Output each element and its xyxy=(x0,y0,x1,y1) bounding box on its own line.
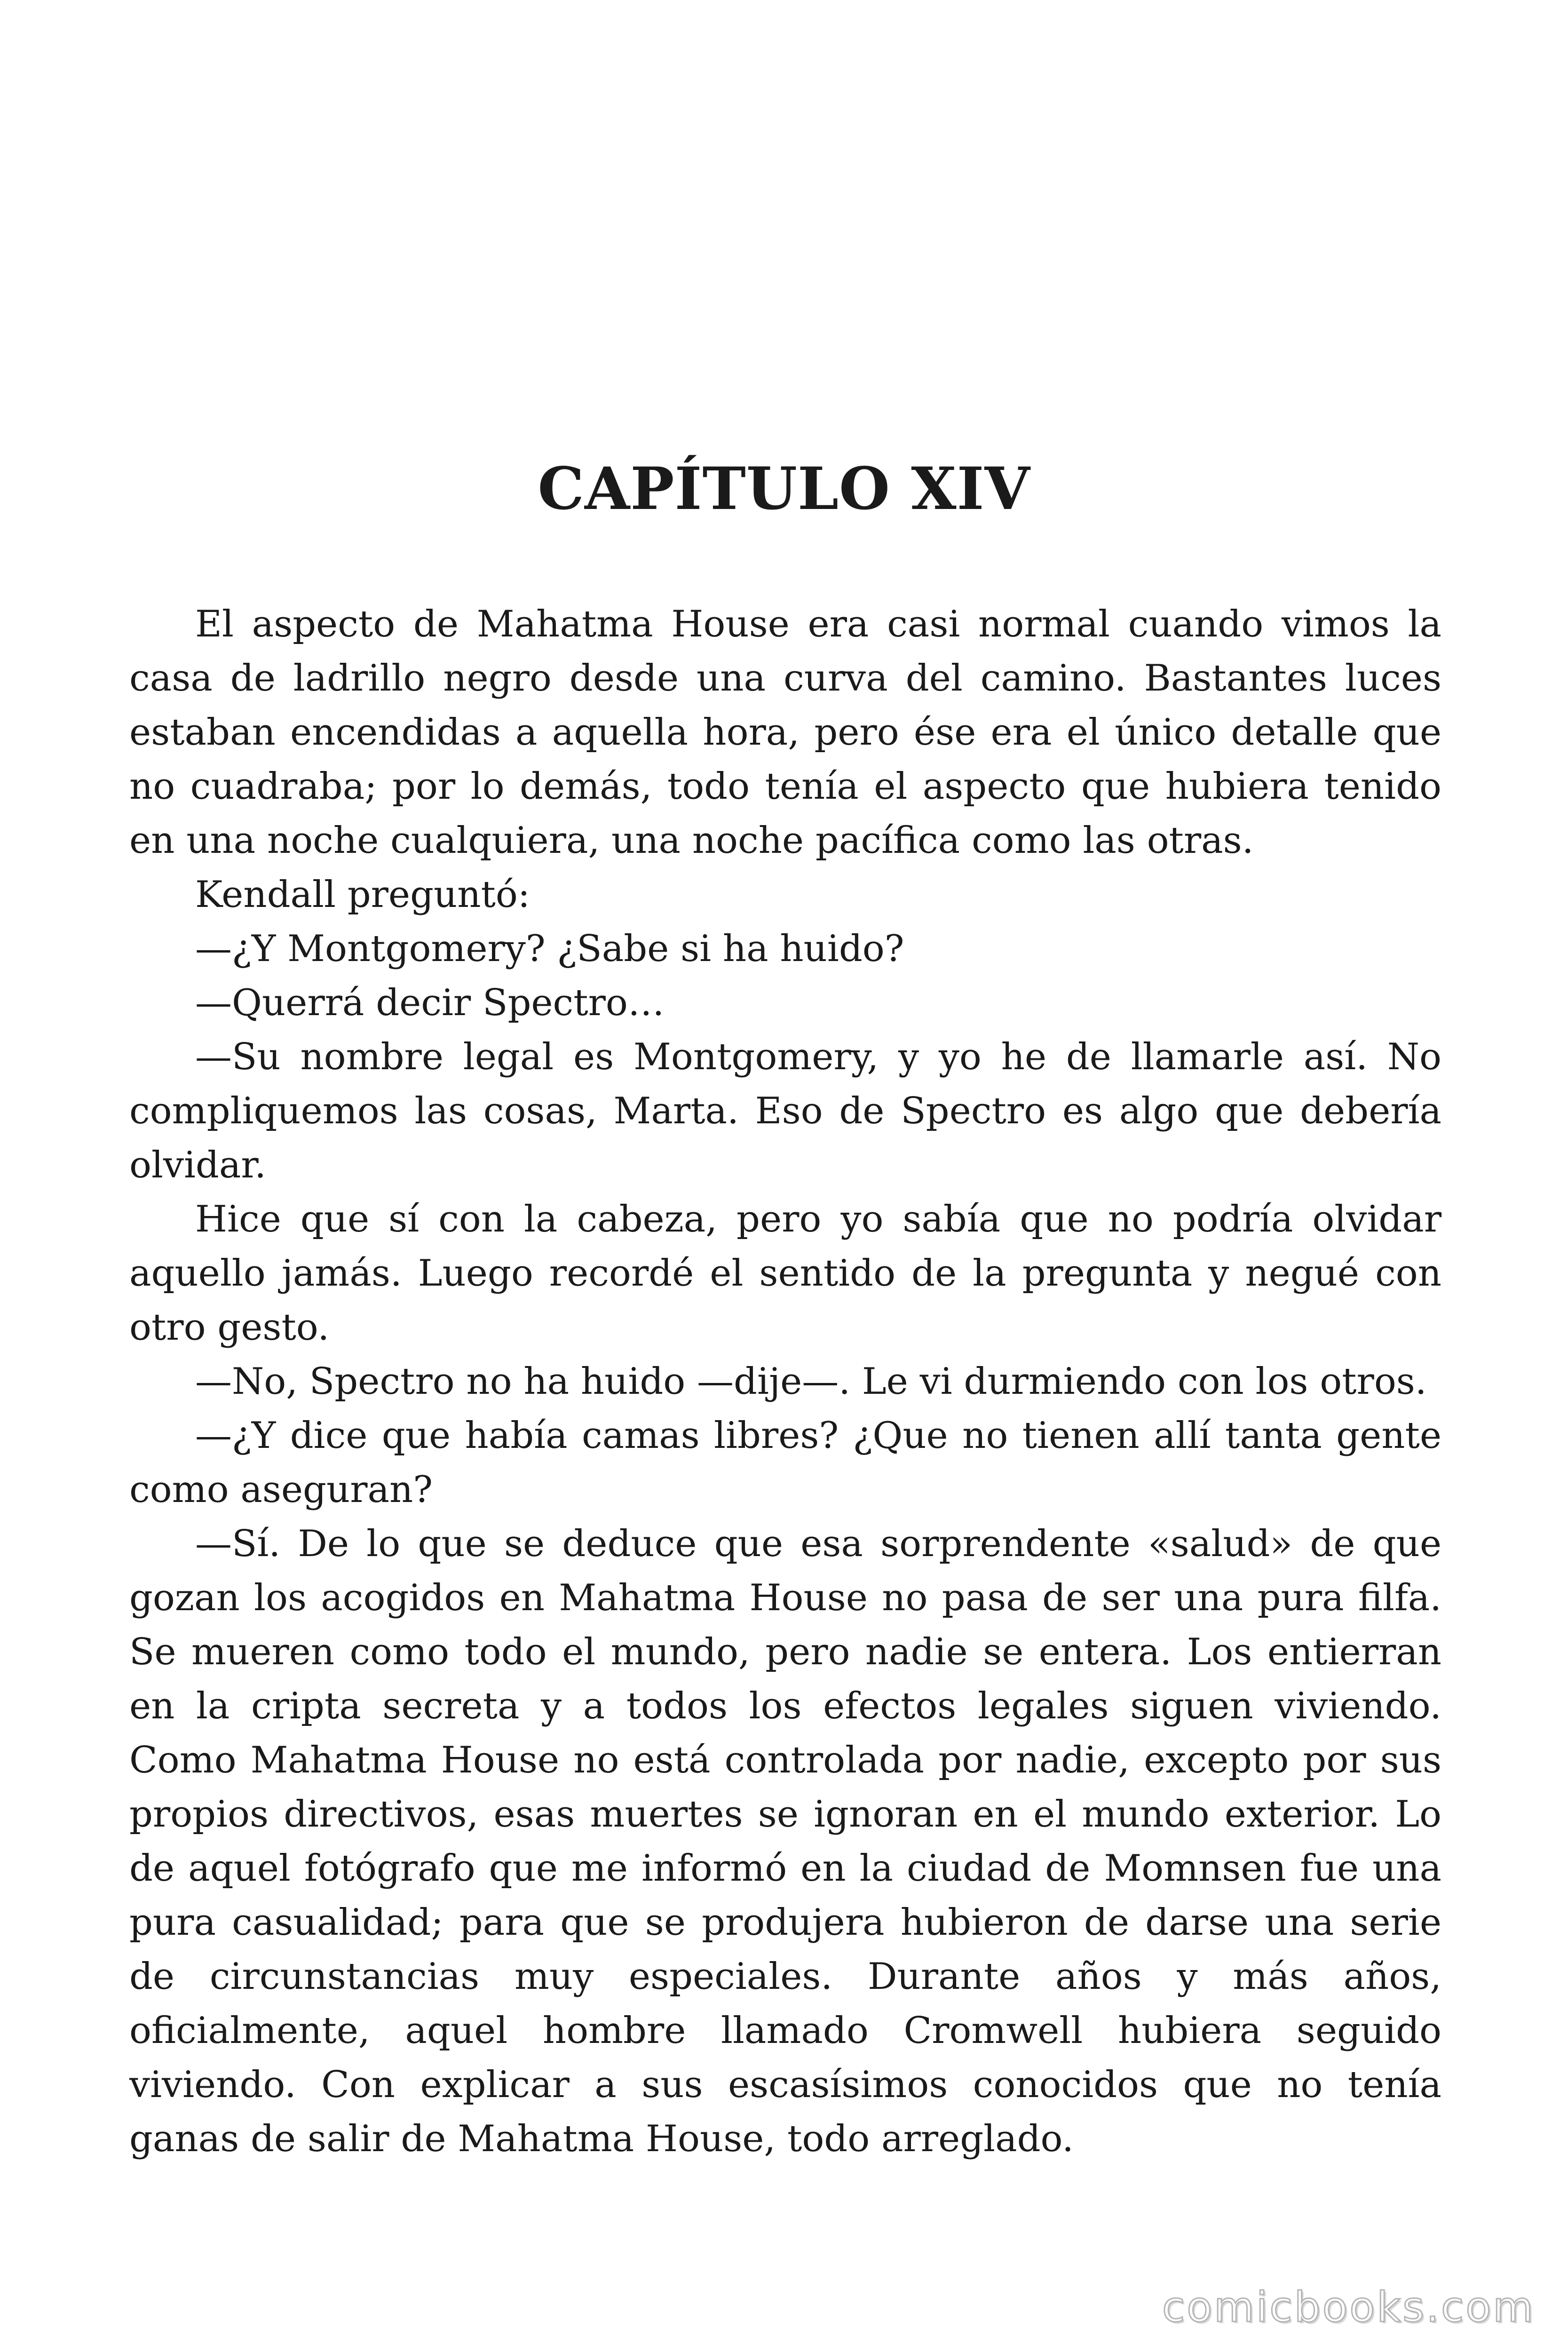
dialogue-line: —Querrá decir Spectro… xyxy=(195,982,665,1024)
dialogue-line: —¿Y Montgomery? ¿Sabe si ha huido? xyxy=(195,928,904,970)
watermark: comicbooks.com xyxy=(1162,2283,1535,2331)
dialogue-line: —Sí. De lo que se deduce que esa sorprendente «salud» de que gozan los acogidos en Mahatma House no pasa de ser una pura filfa. Se mueren como todo el mundo, pero nadie se entera. Los entierran en la cripta secreta y a todos los efectos legales siguen viviendo. Como Mahatma House no está controlada por nadie, excepto por sus propios directivos, esas muertes se ignoran en el mundo exterior. Lo de aquel fotógrafo que me informó en la ciudad de Momnsen fue una pura casualidad; para que se produjera hubieron de darse una serie de circunstancias muy especiales. Durante años y más años, oficialmente, aquel hombre llamado Cromwell hubiera seguido viviendo. Con explicar a sus escasísimos conocidos que no tenía ganas de salir de Mahatma House, todo arreglado. xyxy=(129,1523,1441,2160)
chapter-body xyxy=(129,597,1441,2166)
paragraph: Hice que sí con la cabeza, pero yo sabía que no podría olvidar aquello jamás. Luego recordé el sentido de la pregunta y negué con otro gesto. xyxy=(129,1198,1441,1349)
paragraph: El aspecto de Mahatma House era casi normal cuando vimos la casa de ladrillo negro desde una curva del camino. Bastantes luces estaban encendidas a aquella hora, pero ése era el único detalle que no cuadraba; por lo demás, todo tenía el aspecto que hubiera tenido en una noche cualquiera, una noche pacífica como las otras. xyxy=(129,603,1441,862)
dialogue-line: —Su nombre legal es Montgomery, y yo he de llamarle así. No compliquemos las cosas, Marta. Eso de Spectro es algo que debería olvidar. xyxy=(129,1036,1441,1186)
dialogue-line: —No, Spectro no ha huido —dije—. Le vi durmiendo con los otros. xyxy=(195,1360,1427,1403)
dialogue-line: —¿Y dice que había camas libres? ¿Que no tienen allí tanta gente como aseguran? xyxy=(129,1414,1441,1511)
paragraph: Kendall preguntó: xyxy=(195,874,531,916)
chapter-title: CAPÍTULO XIV xyxy=(538,455,1030,523)
